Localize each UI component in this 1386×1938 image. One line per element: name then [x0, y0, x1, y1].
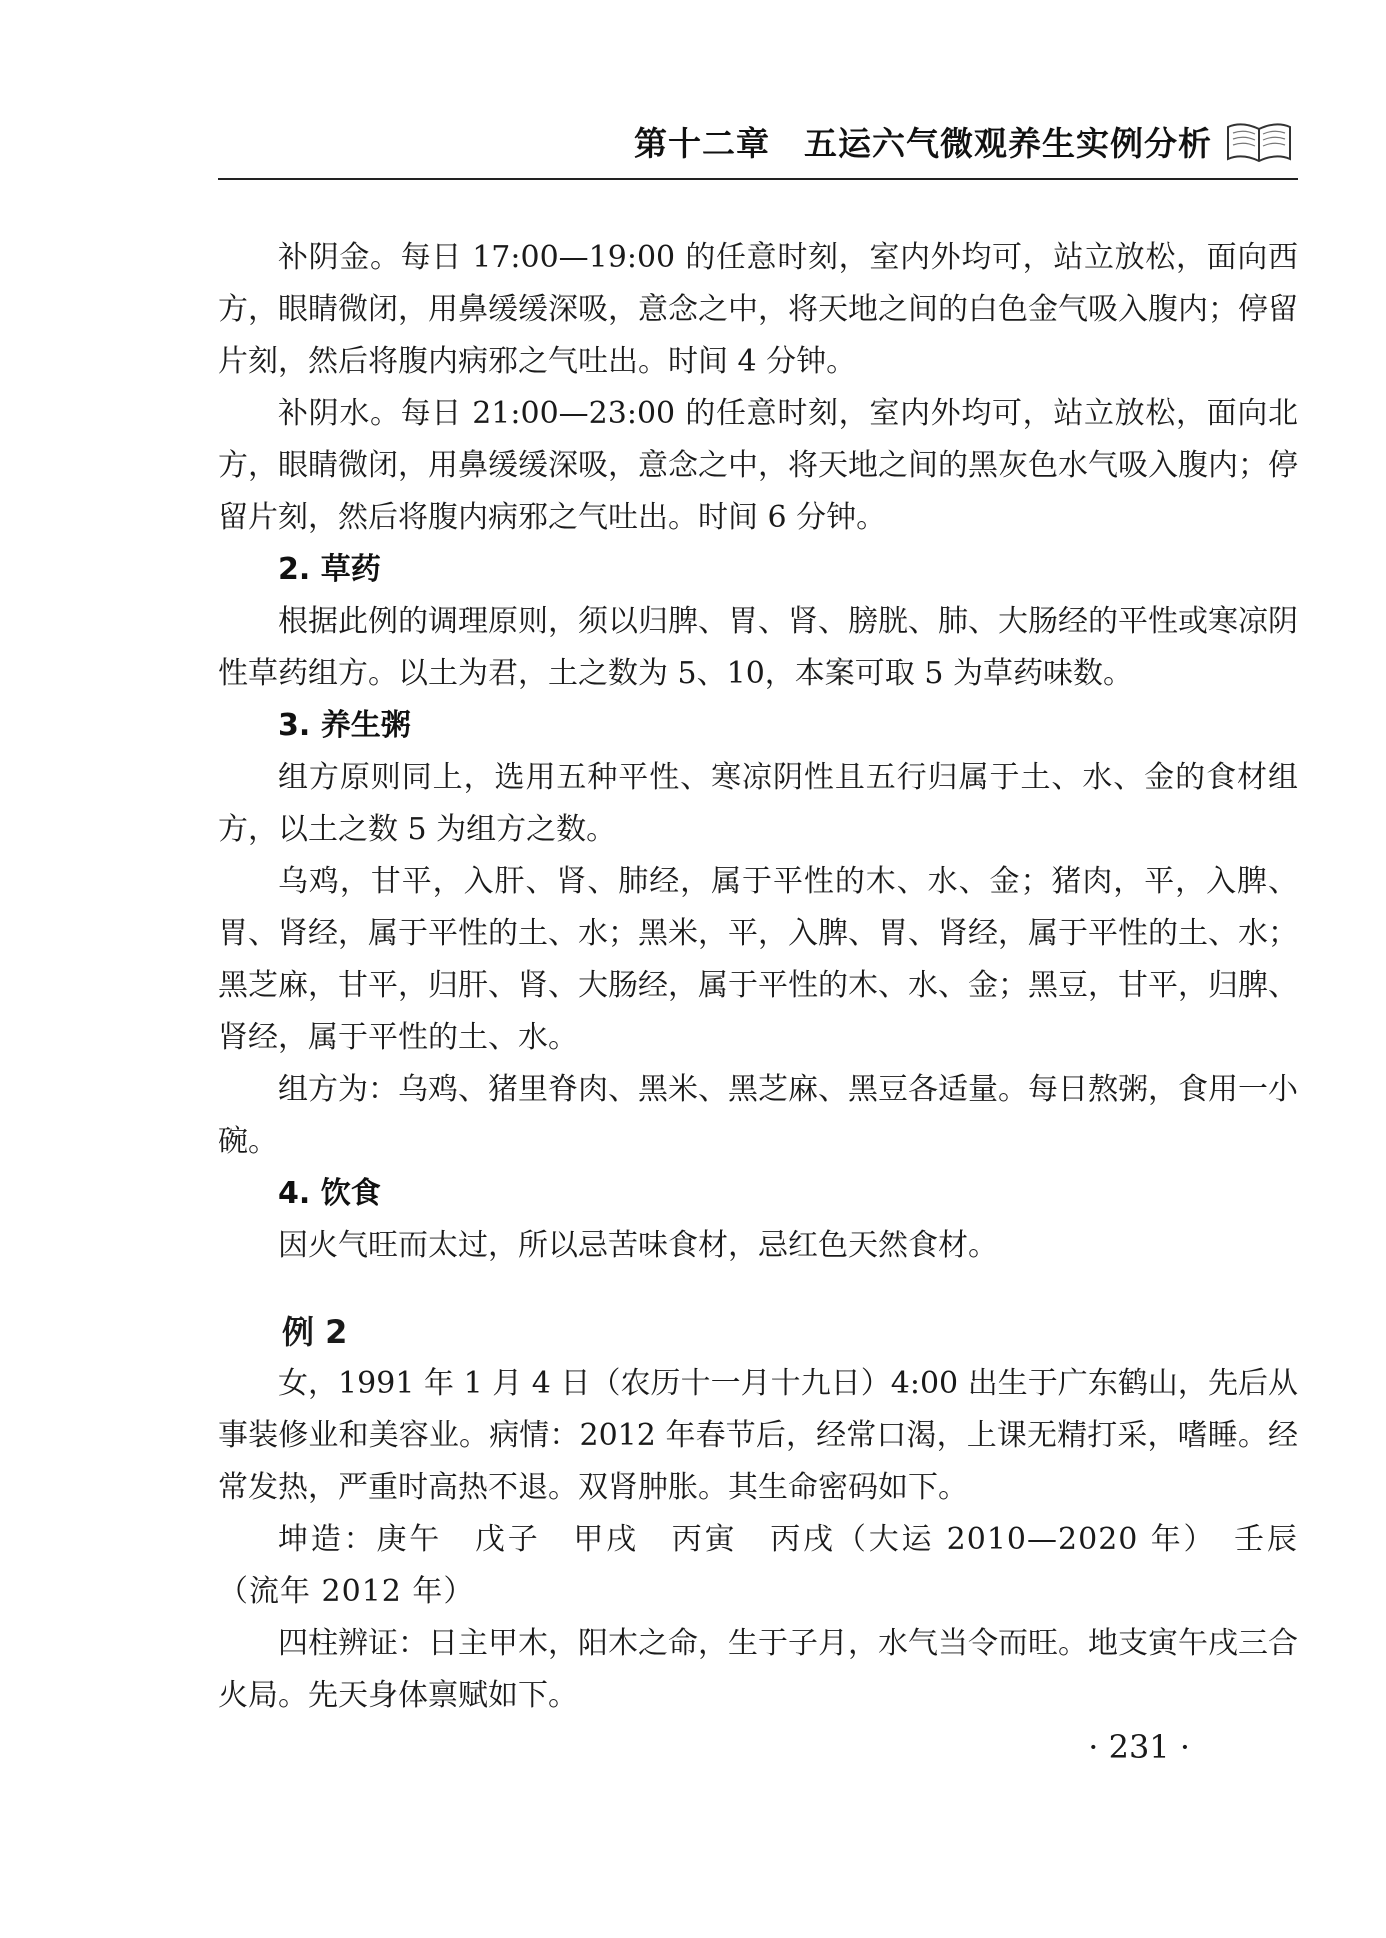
heading-herbs: 2. 草药 — [278, 552, 381, 587]
paragraph-herbs: 根据此例的调理原则，须以归脾、胃、肾、膀胱、肺、大肠经的平性或寒凉阴性草药组方。以土为君，土之数为 5、10，本案可取 5 为草药味数。 — [218, 604, 1298, 691]
page-number: · 231 · — [1088, 1728, 1190, 1766]
paragraph-pillars: 坤造：庚午 戊子 甲戌 丙寅 丙戌（大运 2010—2020 年） 壬辰（流年 2012 年） — [218, 1522, 1298, 1609]
paragraph-diet: 因火气旺而太过，所以忌苦味食材，忌红色天然食材。 — [278, 1228, 998, 1263]
page-body — [218, 232, 1298, 1722]
running-header — [634, 118, 1294, 165]
heading-diet: 4. 饮食 — [278, 1176, 381, 1211]
heading-congee: 3. 养生粥 — [278, 708, 411, 743]
header-rule — [218, 178, 1298, 180]
paragraph-recipe: 组方为：乌鸡、猪里脊肉、黑米、黑芝麻、黑豆各适量。每日熬粥，食用一小碗。 — [218, 1072, 1298, 1159]
chapter-title: 第十二章 五运六气微观养生实例分析 — [634, 124, 1212, 163]
open-book-icon — [1224, 119, 1294, 165]
example-heading: 例 2 — [282, 1313, 348, 1351]
paragraph-case: 女，1991 年 1 月 4 日（农历十一月十九日）4:00 出生于广东鹤山，先后从事装修业和美容业。病情：2012 年春节后，经常口渴，上课无精打采，嗜睡。经常发热，严重时高热不退。双肾肿胀。其生命密码如下。 — [218, 1366, 1298, 1505]
paragraph-ingredients: 乌鸡，甘平，入肝、肾、肺经，属于平性的木、水、金；猪肉，平，入脾、胃、肾经，属于平性的土、水；黑米，平，入脾、胃、肾经，属于平性的土、水；黑芝麻，甘平，归肝、肾、大肠经，属于平性的木、水、金；黑豆，甘平，归脾、肾经，属于平性的土、水。 — [218, 864, 1298, 1055]
paragraph-diagnosis: 四柱辨证：日主甲木，阳木之命，生于子月，水气当令而旺。地支寅午戌三合火局。先天身体禀赋如下。 — [218, 1626, 1298, 1713]
paragraph-metal: 补阴金。每日 17:00—19:00 的任意时刻，室内外均可，站立放松，面向西方，眼睛微闭，用鼻缓缓深吸，意念之中，将天地之间的白色金气吸入腹内；停留片刻，然后将腹内病邪之气吐出。时间 4 分钟。 — [218, 240, 1298, 379]
paragraph-water: 补阴水。每日 21:00—23:00 的任意时刻，室内外均可，站立放松，面向北方，眼睛微闭，用鼻缓缓深吸，意念之中，将天地之间的黑灰色水气吸入腹内；停留片刻，然后将腹内病邪之气吐出。时间 6 分钟。 — [218, 396, 1298, 535]
paragraph-congee-principle: 组方原则同上，选用五种平性、寒凉阴性且五行归属于土、水、金的食材组方，以土之数 5 为组方之数。 — [218, 760, 1298, 847]
